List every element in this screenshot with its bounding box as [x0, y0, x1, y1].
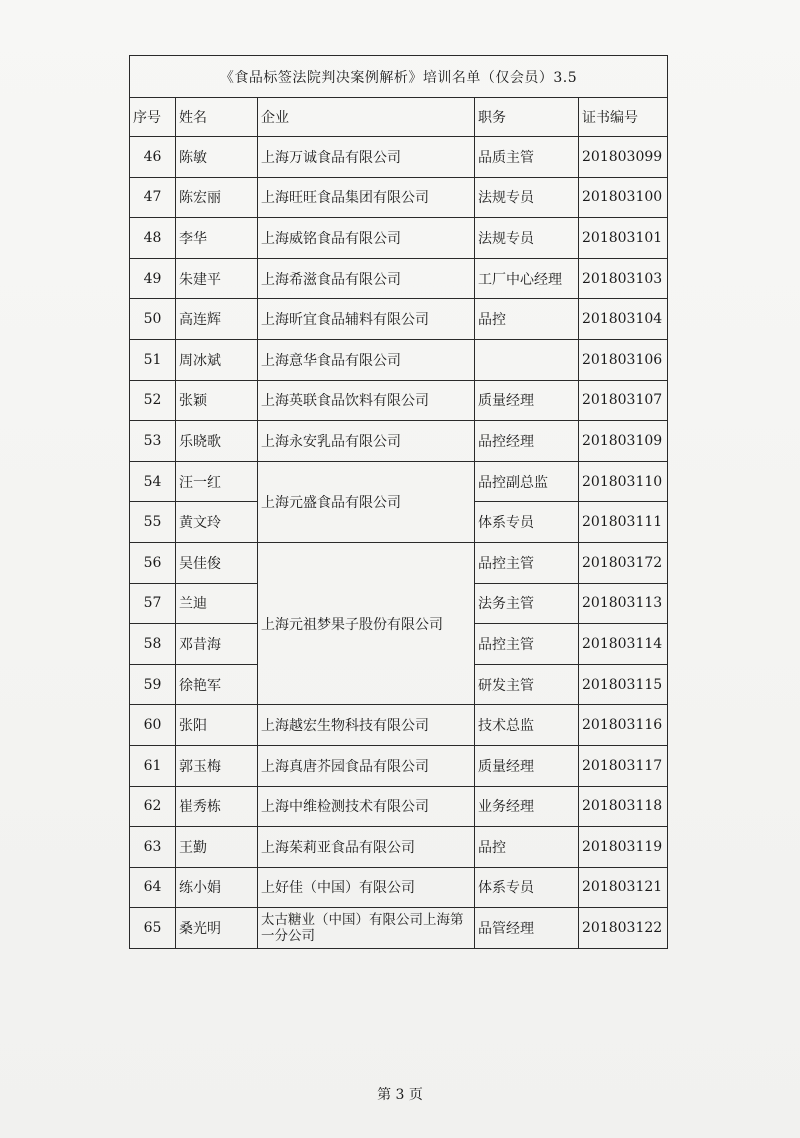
- table-row: [130, 339, 668, 380]
- column-header-name: 姓名: [176, 98, 258, 137]
- certificate-number: 201803117: [579, 745, 668, 786]
- person-name: 崔秀栋: [176, 786, 258, 827]
- certificate-number: 201803106: [579, 339, 668, 380]
- table-row: [130, 137, 668, 178]
- row-number: 65: [130, 908, 176, 949]
- table-header-row: [130, 98, 668, 137]
- row-number: 54: [130, 461, 176, 502]
- person-name: 郭玉梅: [176, 745, 258, 786]
- person-name: 黄文玲: [176, 502, 258, 543]
- row-number: 51: [130, 339, 176, 380]
- column-header-certificate: 证书编号: [579, 98, 668, 137]
- company-name: 上海昕宜食品辅料有限公司: [258, 299, 475, 340]
- table-row: [130, 299, 668, 340]
- person-name: 张颖: [176, 380, 258, 421]
- certificate-number: 201803119: [579, 827, 668, 868]
- job-position: 品控经理: [475, 421, 579, 462]
- person-name: 吴佳俊: [176, 542, 258, 583]
- certificate-number: 201803107: [579, 380, 668, 421]
- person-name: 邓昔海: [176, 624, 258, 665]
- company-name: 上海永安乳品有限公司: [258, 421, 475, 462]
- row-number: 60: [130, 705, 176, 746]
- job-position: 研发主管: [475, 664, 579, 705]
- training-roster-table: [129, 55, 668, 949]
- person-name: 李华: [176, 218, 258, 259]
- job-position: 品管经理: [475, 908, 579, 949]
- person-name: 高连辉: [176, 299, 258, 340]
- certificate-number: 201803100: [579, 177, 668, 218]
- job-position: 业务经理: [475, 786, 579, 827]
- row-number: 56: [130, 542, 176, 583]
- job-position: 质量经理: [475, 380, 579, 421]
- company-name: 上海威铭食品有限公司: [258, 218, 475, 259]
- page-number: 第 3 页: [377, 1087, 423, 1103]
- person-name: 桑光明: [176, 908, 258, 949]
- row-number: 55: [130, 502, 176, 543]
- row-number: 61: [130, 745, 176, 786]
- job-position: 品质主管: [475, 137, 579, 178]
- table-row: [130, 908, 668, 949]
- table-row: [130, 421, 668, 462]
- company-name: 上海希滋食品有限公司: [258, 258, 475, 299]
- job-position: [475, 339, 579, 380]
- company-name: 太古糖业（中国）有限公司上海第一分公司: [258, 908, 475, 949]
- company-name: 上海意华食品有限公司: [258, 339, 475, 380]
- company-name: 上海英联食品饮料有限公司: [258, 380, 475, 421]
- table-row: [130, 542, 668, 583]
- company-name: 上海万诚食品有限公司: [258, 137, 475, 178]
- job-position: 技术总监: [475, 705, 579, 746]
- person-name: 练小娟: [176, 867, 258, 908]
- company-name: 上海元盛食品有限公司: [258, 461, 475, 542]
- certificate-number: 201803104: [579, 299, 668, 340]
- company-name: 上海中维检测技术有限公司: [258, 786, 475, 827]
- table-row: [130, 745, 668, 786]
- job-position: 体系专员: [475, 867, 579, 908]
- company-name: 上海茱莉亚食品有限公司: [258, 827, 475, 868]
- row-number: 52: [130, 380, 176, 421]
- row-number: 53: [130, 421, 176, 462]
- certificate-number: 201803172: [579, 542, 668, 583]
- certificate-number: 201803109: [579, 421, 668, 462]
- table-row: [130, 827, 668, 868]
- row-number: 46: [130, 137, 176, 178]
- job-position: 品控: [475, 827, 579, 868]
- certificate-number: 201803118: [579, 786, 668, 827]
- person-name: 周冰斌: [176, 339, 258, 380]
- certificate-number: 201803111: [579, 502, 668, 543]
- person-name: 张阳: [176, 705, 258, 746]
- column-header-position: 职务: [475, 98, 579, 137]
- row-number: 49: [130, 258, 176, 299]
- table-row: [130, 867, 668, 908]
- company-name: 上海元祖梦果子股份有限公司: [258, 542, 475, 704]
- job-position: 工厂中心经理: [475, 258, 579, 299]
- table-row: [130, 258, 668, 299]
- certificate-number: 201803103: [579, 258, 668, 299]
- job-position: 体系专员: [475, 502, 579, 543]
- row-number: 47: [130, 177, 176, 218]
- row-number: 63: [130, 827, 176, 868]
- table-row: [130, 461, 668, 502]
- table-row: [130, 786, 668, 827]
- certificate-number: 201803099: [579, 137, 668, 178]
- person-name: 朱建平: [176, 258, 258, 299]
- certificate-number: 201803114: [579, 624, 668, 665]
- person-name: 陈敏: [176, 137, 258, 178]
- job-position: 法规专员: [475, 177, 579, 218]
- certificate-number: 201803101: [579, 218, 668, 259]
- certificate-number: 201803122: [579, 908, 668, 949]
- column-header-number: 序号: [130, 98, 176, 137]
- certificate-number: 201803110: [579, 461, 668, 502]
- person-name: 汪一红: [176, 461, 258, 502]
- row-number: 58: [130, 624, 176, 665]
- company-name: 上海越宏生物科技有限公司: [258, 705, 475, 746]
- certificate-number: 201803116: [579, 705, 668, 746]
- job-position: 质量经理: [475, 745, 579, 786]
- row-number: 57: [130, 583, 176, 624]
- certificate-number: 201803113: [579, 583, 668, 624]
- job-position: 品控主管: [475, 542, 579, 583]
- table-row: [130, 705, 668, 746]
- row-number: 59: [130, 664, 176, 705]
- person-name: 乐晓歌: [176, 421, 258, 462]
- row-number: 50: [130, 299, 176, 340]
- company-name: 上海真唐芥园食品有限公司: [258, 745, 475, 786]
- table-row: [130, 380, 668, 421]
- job-position: 品控副总监: [475, 461, 579, 502]
- table-row: [130, 177, 668, 218]
- person-name: 王勤: [176, 827, 258, 868]
- certificate-number: 201803115: [579, 664, 668, 705]
- row-number: 48: [130, 218, 176, 259]
- person-name: 陈宏丽: [176, 177, 258, 218]
- column-header-company: 企业: [258, 98, 475, 137]
- person-name: 兰迪: [176, 583, 258, 624]
- company-name: 上海旺旺食品集团有限公司: [258, 177, 475, 218]
- job-position: 法务主管: [475, 583, 579, 624]
- row-number: 62: [130, 786, 176, 827]
- job-position: 品控主管: [475, 624, 579, 665]
- person-name: 徐艳军: [176, 664, 258, 705]
- table-title: 《食品标签法院判决案例解析》培训名单（仅会员）3.5: [130, 56, 668, 98]
- company-name: 上好佳（中国）有限公司: [258, 867, 475, 908]
- job-position: 品控: [475, 299, 579, 340]
- row-number: 64: [130, 867, 176, 908]
- certificate-number: 201803121: [579, 867, 668, 908]
- table-row: [130, 218, 668, 259]
- job-position: 法规专员: [475, 218, 579, 259]
